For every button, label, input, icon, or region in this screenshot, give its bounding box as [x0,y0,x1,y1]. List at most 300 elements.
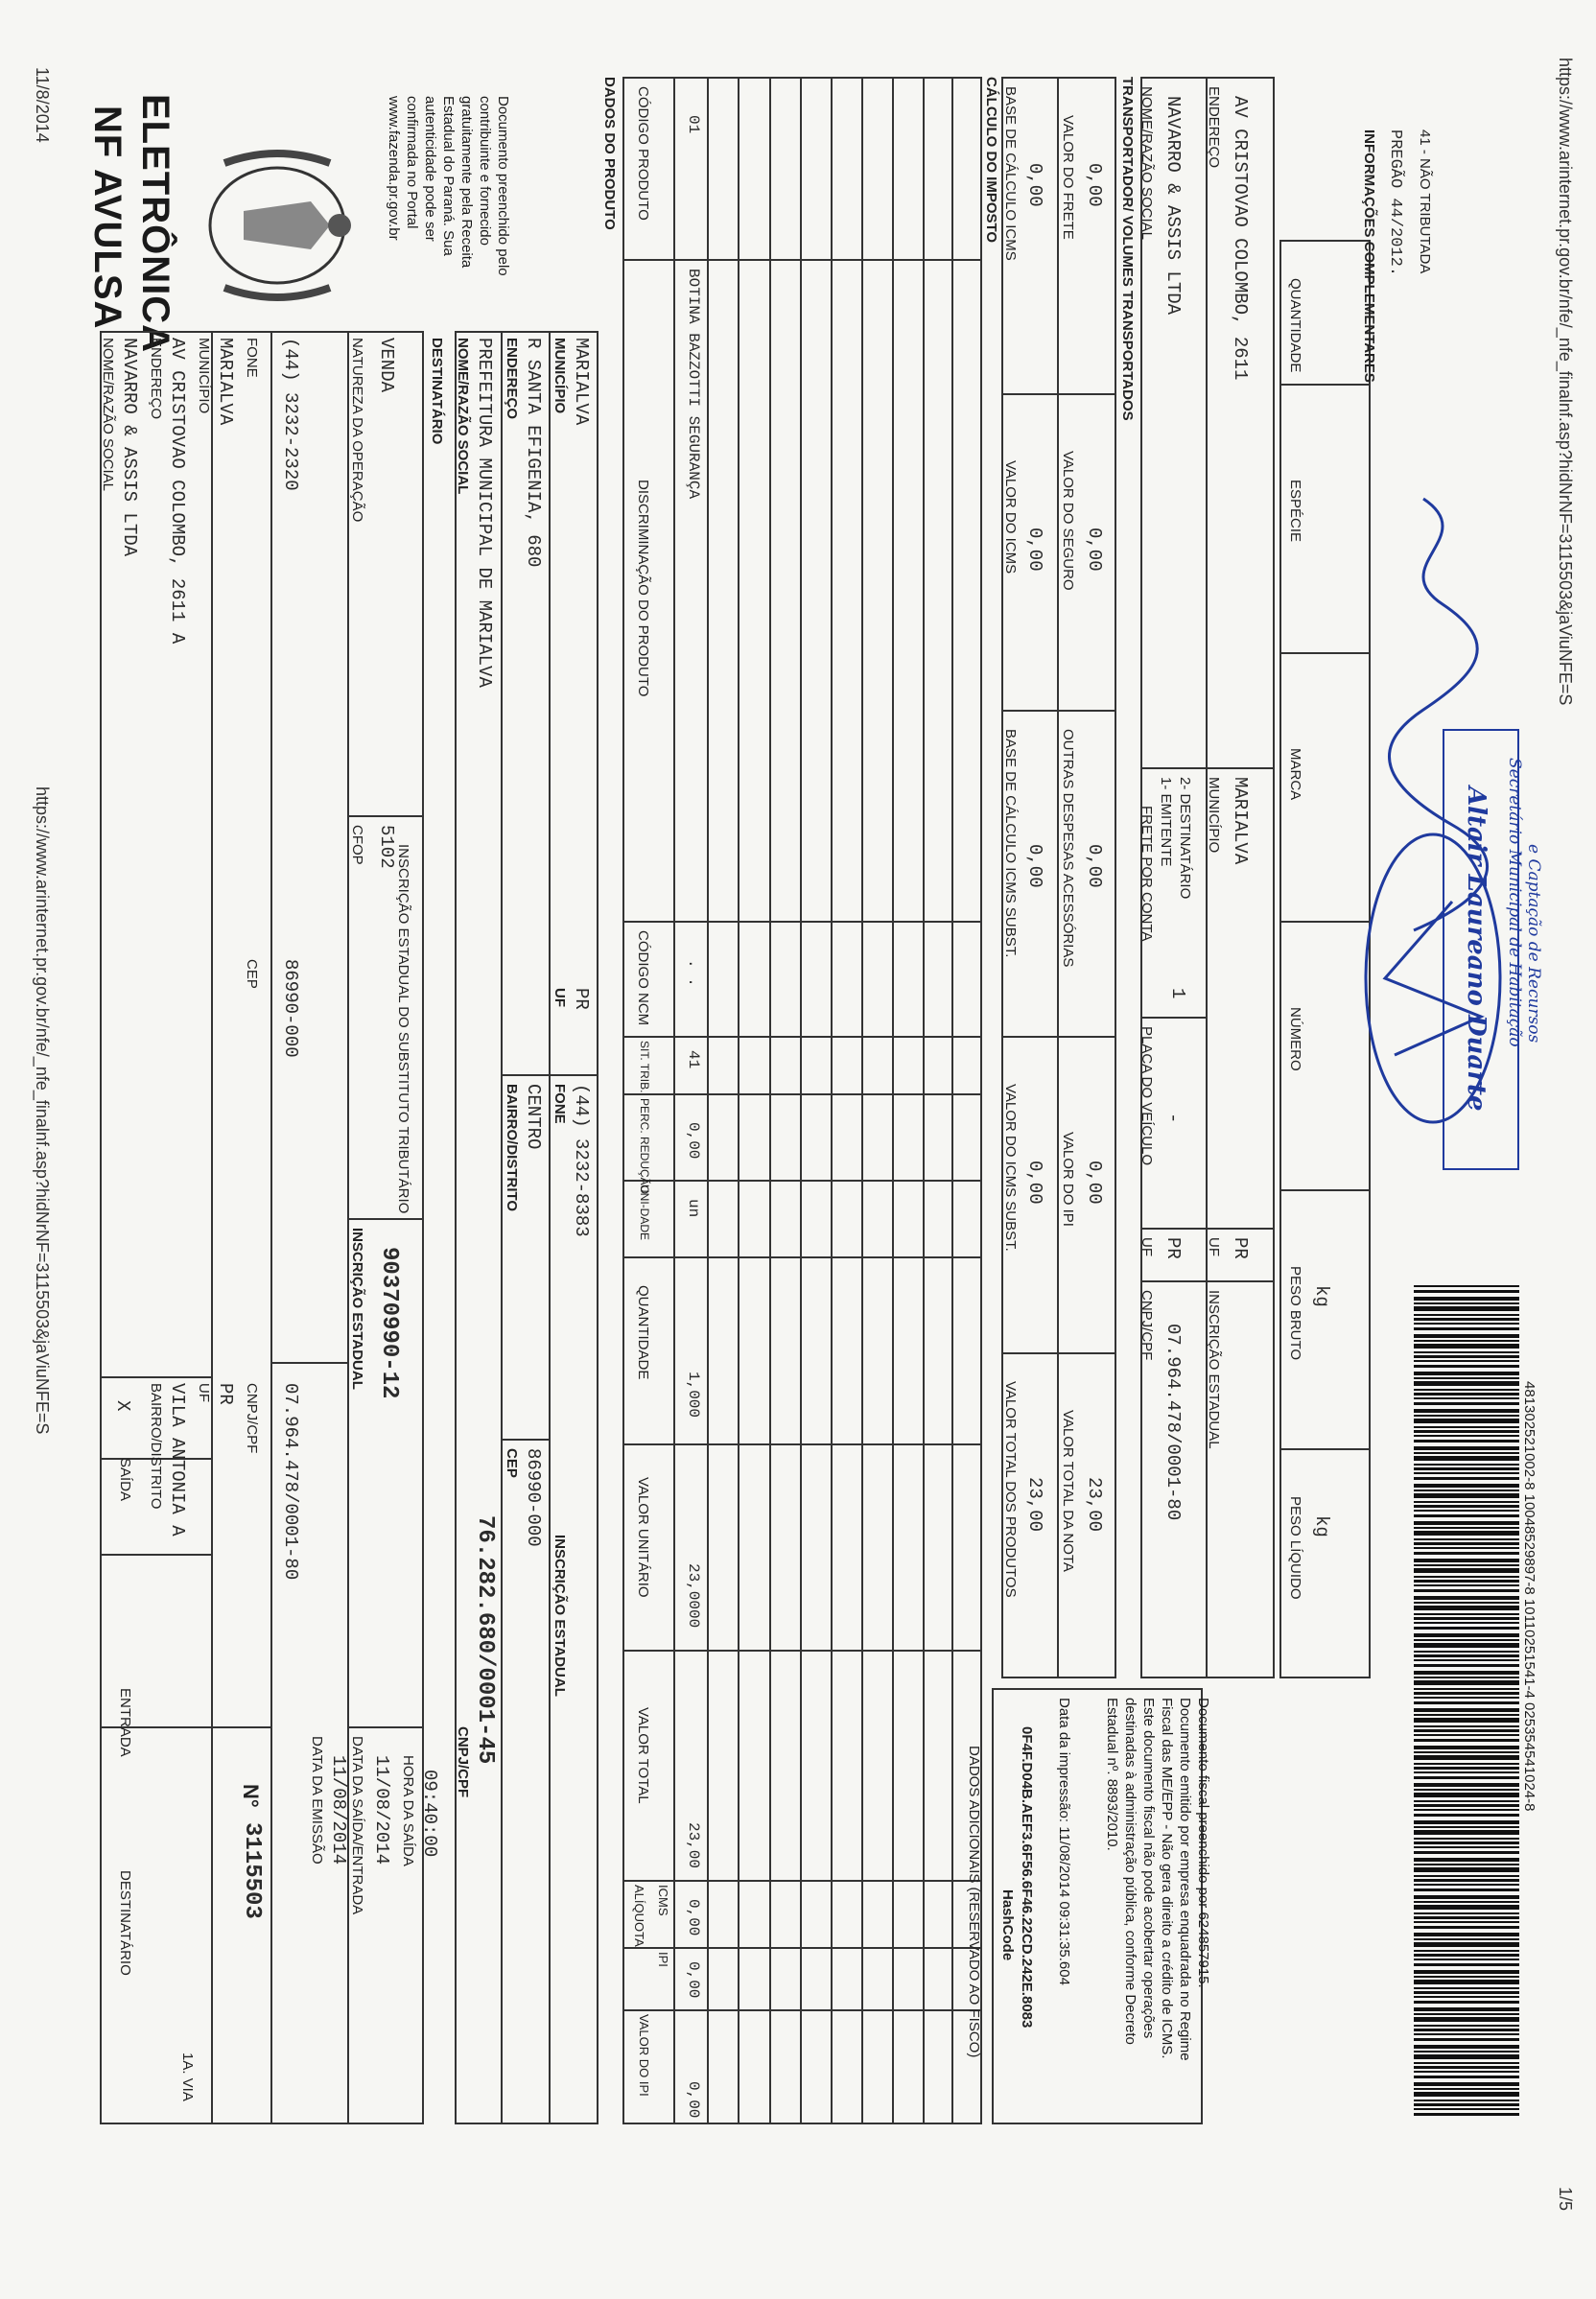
ie-value: 90370990-12 [376,1247,402,1399]
dest-uf: PR [571,988,592,1010]
valor-st-label: VALOR DO ICMS SUBST. [1002,1084,1019,1252]
dest-nome-label: NOME/RAZÃO SOCIAL [455,338,471,495]
barcode-bar [1414,1297,1519,1301]
col-icms-header: ICMS [656,1885,670,1916]
transp-endereco-label: ENDEREÇO [1206,86,1222,169]
col-sit-header: SIT. TRIB. [638,1041,651,1093]
valor-icms-label: VALOR DO ICMS [1002,460,1019,575]
emitente-uf-label: UF [196,1383,212,1402]
emitente-fone: (44) 3232-2320 [280,338,301,491]
barcode-bar [1414,1838,1519,1840]
barcode-bar [1414,1980,1519,1984]
barcode-bar [1414,1446,1519,1450]
produtos-table [622,77,982,2124]
barcode-bar [1414,1514,1519,1517]
barcode-bar [1414,1938,1519,1940]
emitente-cep-label: CEP [244,959,260,989]
barcode-bar [1414,1916,1519,1919]
barcode-bar [1414,1464,1519,1466]
barcode-bar [1414,2062,1519,2064]
ie-st-label: INSCRIÇÃO ESTADUAL DO SUBSTITUTO TRIBUTÁRIO [395,844,411,1214]
barcode-bar [1414,1564,1519,1566]
emitente-endereco-label: ENDEREÇO [148,338,164,420]
barcode [1414,1285,1519,2129]
frete-op2: 2- DESTINATÁRIO [1177,777,1193,900]
barcode-bar [1414,1613,1519,1615]
barcode-bar [1414,1290,1519,1293]
emitente-uf: PR [215,1383,236,1405]
dest-ie-label: INSCRIÇÃO ESTADUAL [552,1535,568,1697]
barcode-bar [1414,1783,1519,1787]
imposto-section-label: CÁLCULO DO IMPOSTO [983,77,999,244]
barcode-bar [1414,1725,1519,1727]
emitente-endereco: AV CRISTOVAO COLOMBO, 2611 A [167,338,188,645]
barcode-bar [1414,1430,1519,1433]
barcode-bar [1414,1767,1519,1770]
barcode-bar [1414,1568,1519,1573]
barcode-bar [1414,1435,1519,1437]
valor-st: 0,00 [1024,1161,1045,1205]
dest-bairro: CENTRO [523,1084,544,1150]
barcode-bar [1414,1809,1519,1811]
col-unidade-header: UNI-DADE [638,1185,651,1241]
barcode-bar [1414,1858,1519,1862]
complementares-line2: 41 - NÃO TRIBUTADA [1417,129,1433,274]
barcode-bar [1414,1531,1519,1536]
placa: - [1162,1113,1184,1124]
barcode-bar [1414,1633,1519,1637]
barcode-text: 481302521002-8 10048529897-8 10110251541-4 025354541024-8 [1521,1381,1537,1812]
barcode-bar [1414,1875,1519,1877]
barcode-bar [1414,1718,1519,1723]
barcode-bar [1414,1306,1519,1311]
barcode-bar [1414,2038,1519,2041]
item-descricao: BOTINA BAZZOTTI SEGURANÇA [685,269,702,500]
barcode-bar [1414,1381,1519,1386]
natureza: VENDA [376,338,397,393]
dest-fone-label: FONE [552,1084,568,1124]
barcode-bar [1414,1697,1519,1699]
barcode-bar [1414,1323,1519,1325]
page-number: 1/5 [1556,2187,1575,2212]
transp-cnpj-label: CNPJ/CPF [1138,1290,1155,1361]
barcode-bar [1414,1472,1519,1474]
transp-municipio: MARIALVA [1230,777,1251,865]
peso-bruto: kg [1311,1285,1332,1307]
barcode-bar [1414,2092,1519,2097]
barcode-bar [1414,1970,1519,1974]
barcode-bar [1414,1950,1519,1952]
total-nota: 23,00 [1084,1477,1105,1533]
nf-number: 3115503 [239,1822,265,1919]
barcode-bar [1414,1340,1519,1342]
barcode-bar [1414,1830,1519,1835]
barcode-bar [1414,1477,1519,1480]
emitente-municipio: MARIALVA [215,338,236,426]
item-valor-ipi: 0,00 [685,2081,702,2119]
barcode-bar [1414,1602,1519,1604]
numero-label: NÚMERO [1287,1007,1303,1071]
barcode-bar [1414,1639,1519,1641]
entrada-label: ENTRADA [117,1688,133,1757]
barcode-bar [1414,2100,1519,2101]
barcode-bar [1414,1302,1519,1304]
stamp-line1: Secretário Municipal de Habitação [1505,758,1524,1047]
title-nf-avulsa: NF AVULSA [86,106,129,330]
print-date: 11/8/2014 [33,67,52,143]
barcode-bar [1414,2001,1519,2004]
dest-uf-label: UF [552,988,568,1007]
barcode-bar [1414,1617,1519,1620]
barcode-bar [1414,1729,1519,1732]
col-ncm-header: CÓDIGO NCM [635,930,651,1026]
emitente-cnpj: 07.964.478/0001-80 [280,1383,301,1581]
col-descricao-header: DISCRIMINAÇÃO DO PRODUTO [635,480,651,697]
barcode-bar [1414,1884,1519,1886]
barcode-bar [1414,1895,1519,1899]
handwritten-signature-icon [1347,480,1538,1151]
col-perc-header: PERC. REDUÇÃO [638,1098,651,1195]
barcode-bar [1414,1905,1519,1910]
produtos-section-label: DADOS DO PRODUTO [601,77,618,230]
barcode-bar [1414,1377,1519,1379]
outras-label: OUTRAS DESPESAS ACESSÓRIAS [1060,729,1076,968]
barcode-bar [1414,1755,1519,1760]
placa-label: PLACA DO VEÍCULO [1138,1026,1155,1166]
barcode-bar [1414,1996,1519,1998]
item-icms: 0,00 [685,1899,702,1936]
base-icms-label: BASE DE CÁLCULO ICMS [1002,86,1019,261]
barcode-bar [1414,1954,1519,1957]
frete-conta-label: FRETE POR CONTA [1138,806,1155,942]
title-eletronica: ELETRÔNICA [134,94,176,353]
transp-uf2: PR [1230,1237,1251,1259]
barcode-bar [1414,1820,1519,1824]
col-valor-ipi-header: VALOR DO IPI [637,2014,651,2097]
col-quantidade-header: QUANTIDADE [635,1285,651,1380]
base-icms: 0,00 [1024,163,1045,207]
barcode-bar [1414,1452,1519,1454]
barcode-bar [1414,1677,1519,1678]
data-saida-label: DATA DA SAÍDA/ENTRADA [349,1736,365,1915]
ie-label: INSCRIÇÃO ESTADUAL [349,1228,365,1390]
natureza-label: NATUREZA DA OPERAÇÃO [349,338,365,523]
barcode-bar [1414,1734,1519,1736]
barcode-bar [1414,1589,1519,1592]
transp-cnpj: 07.964.478/0001-80 [1162,1324,1184,1521]
col-codigo-header: CÓDIGO PRODUTO [635,86,651,221]
barcode-bar [1414,1314,1519,1316]
barcode-bar [1414,1987,1519,1989]
barcode-bar [1414,1888,1519,1891]
barcode-bar [1414,1365,1519,1368]
hora-saida: 09:40:00 [419,1770,440,1858]
barcode-bar [1414,1643,1519,1648]
barcode-bar [1414,1671,1519,1675]
barcode-bar [1414,1372,1519,1375]
barcode-bar [1414,1318,1519,1321]
barcode-bar [1414,1584,1519,1586]
emitente-x-mark: X [112,1400,133,1412]
barcode-bar [1414,1776,1519,1779]
barcode-bar [1414,1415,1519,1417]
destinatario-check-label: DESTINATÁRIO [117,1870,133,1976]
barcode-bar [1414,1327,1519,1330]
barcode-bar [1414,1552,1519,1555]
peso-liquido: kg [1311,1515,1332,1537]
barcode-bar [1414,2017,1519,2022]
transp-uf2-label: UF [1206,1237,1222,1256]
frete-conta: 1 [1167,988,1188,999]
barcode-bar [1414,1542,1519,1545]
item-valor-total: 23,00 [685,1822,702,1869]
barcode-bar [1414,2054,1519,2059]
barcode-bar [1414,1456,1519,1461]
adicionais-notes: Documento fiscal preenchido por 624857915. Documento emitido por empresa enquadrada no Regime Fiscal das ME/EPP - Não gera direito a crédito de ICMS. Este documento fiscal não pode acobertar operações destinadas à administração pública, conforme Decreto Estadual nº. 8893/2010. [1104,1698,1211,2061]
item-unidade: un [685,1199,702,1218]
barcode-bar [1414,1493,1519,1498]
col-valor-unit-header: VALOR UNITÁRIO [635,1477,651,1598]
adicionais-section-label: DADOS ADICIONAIS (RESERVADO AO FISCO) [966,1746,982,2058]
total-produtos: 23,00 [1024,1477,1045,1533]
dest-fone: (44) 3232-8383 [571,1084,592,1237]
complementares-line1: PREGÃO 44/2012. [1386,129,1404,277]
complementares-label: INFORMAÇÕES COMPLEMENTARES [1361,129,1377,383]
barcode-bar [1414,2076,1519,2078]
barcode-bar [1414,1963,1519,1966]
barcode-bar [1414,1393,1519,1396]
dest-cep: 86990-000 [523,1448,544,1547]
barcode-bar [1414,1959,1519,1960]
peso-bruto-label: PESO BRUTO [1287,1266,1303,1361]
barcode-bar [1414,1397,1519,1399]
emitente-fone-label: FONE [244,338,260,378]
emitente-nome-label: NOME/RAZÃO SOCIAL [100,338,116,492]
hash-label: HashCode [999,1889,1016,1961]
barcode-bar [1414,1440,1519,1443]
barcode-bar [1414,1501,1519,1503]
barcode-bar [1414,1789,1519,1791]
barcode-bar [1414,1355,1519,1358]
barcode-bar [1414,1510,1519,1512]
barcode-bar [1414,1538,1519,1540]
barcode-bar [1414,2103,1519,2106]
dest-bairro-label: BAIRRO/DISTRITO [504,1084,520,1212]
barcode-bar [1414,1739,1519,1742]
barcode-bar [1414,1933,1519,1936]
barcode-bar [1414,1991,1519,1994]
transporte-section-label: TRANSPORTADOR/ VOLUMES TRANSPORTADOS [1119,77,1136,421]
barcode-bar [1414,1976,1519,1978]
barcode-bar [1414,1851,1519,1854]
barcode-bar [1414,1627,1519,1630]
barcode-bar [1414,1490,1519,1491]
stamp-line2: e Captação de Recursos [1524,844,1543,1044]
barcode-bar [1414,1708,1519,1712]
frete-op1: 1- EMITENTE [1158,777,1174,867]
barcode-bar [1414,1389,1519,1391]
col-aliquota-header: ALÍQUOTA [632,1885,646,1947]
dest-nome: PREFEITURA MUNICIPAL DE MARIALVA [474,338,495,688]
frete: 0,00 [1084,163,1105,207]
barcode-bar [1414,1285,1519,1287]
via-label: 1A. VIA [179,2053,196,2101]
dest-endereco-label: ENDEREÇO [504,338,520,420]
item-perc: 0,00 [685,1122,702,1160]
transp-nome-label: NOME/RAZÃO SOCIAL [1138,86,1155,241]
parana-coat-of-arms-icon [186,134,368,317]
barcode-bar [1414,1864,1519,1865]
barcode-bar [1414,1751,1519,1753]
especie-label: ESPÉCIE [1287,480,1303,543]
barcode-bar [1414,2029,1519,2031]
barcode-bar [1414,1879,1519,1882]
barcode-bar [1414,1826,1519,1828]
barcode-bar [1414,1692,1519,1695]
barcode-bar [1414,2025,1519,2027]
data-emissao-label: DATA DA EMISSÃO [309,1736,325,1865]
barcode-bar [1414,1814,1519,1817]
destinatario-section-label: DESTINATÁRIO [429,338,445,445]
barcode-bar [1414,1505,1519,1508]
transp-municipio-label: MUNICÍPIO [1206,777,1222,854]
hora-saida-label: HORA DA SAÍDA [400,1755,416,1866]
barcode-bar [1414,1793,1519,1797]
barcode-bar [1414,1622,1519,1624]
peso-liquido-label: PESO LÍQUIDO [1287,1496,1303,1600]
barcode-bar [1414,1596,1519,1600]
outras: 0,00 [1084,844,1105,888]
barcode-bar [1414,1688,1519,1690]
saida-label: SAÍDA [117,1458,133,1502]
item-sit: 41 [685,1050,702,1069]
barcode-bar [1414,1763,1519,1765]
barcode-bar [1414,1867,1519,1872]
emitente-bairro: VILA ANTONIA A [167,1383,188,1537]
barcode-bar [1414,2007,1519,2011]
data-impressao: Data da impressão: 11/08/2014 09:31:35.604 [1056,1698,1072,1985]
barcode-bar [1414,1576,1519,1578]
nf-number-label: N° [239,1784,263,1808]
barcode-bar [1414,1334,1519,1338]
seguro-label: VALOR DO SEGURO [1060,451,1076,591]
transp-ie-label: INSCRIÇÃO ESTADUAL [1206,1290,1222,1449]
barcode-bar [1414,1921,1519,1923]
barcode-bar [1414,2013,1519,2015]
quantidade-label: QUANTIDADE [1287,278,1303,373]
base-st-label: BASE DE CÁLCULO ICMS SUBST. [1002,729,1019,958]
barcode-bar [1414,1714,1519,1716]
barcode-bar [1414,1746,1519,1749]
barcode-bar [1414,2082,1519,2086]
emitente-municipio-label: MUNICÍPIO [196,338,212,414]
transp-uf-label: UF [1138,1237,1155,1256]
barcode-bar [1414,2051,1519,2053]
barcode-bar [1414,1419,1519,1423]
valor-ipi-label: VALOR DO IPI [1060,1132,1076,1227]
barcode-bar [1414,1580,1519,1583]
total-nota-label: VALOR TOTAL DA NOTA [1060,1410,1076,1572]
barcode-bar [1414,2108,1519,2110]
data-emissao: 11/08/2014 [328,1755,349,1865]
barcode-bar [1414,1521,1519,1525]
emitente-cep: 86990-000 [280,959,301,1058]
barcode-bar [1414,1651,1519,1653]
barcode-bar [1414,1912,1519,1914]
barcode-bar [1414,1926,1519,1929]
dest-cep-label: CEP [504,1448,520,1478]
barcode-bar [1414,1701,1519,1704]
barcode-bar [1414,1846,1519,1848]
stamp-name: Altair Laureano Duarte [1462,786,1490,1112]
barcode-bar [1414,1842,1519,1844]
barcode-bar [1414,2033,1519,2035]
emitente-nome: NAVARRO & ASSIS LTDA [119,338,140,557]
marca-label: MARCA [1287,748,1303,801]
barcode-bar [1414,1559,1519,1562]
barcode-bar [1414,1800,1519,1802]
col-ipi-header: IPI [656,1952,670,1967]
valor-icms: 0,00 [1024,528,1045,572]
item-quantidade: 1,000 [685,1372,702,1419]
data-saida: 11/08/2014 [371,1755,392,1865]
transp-nome: NAVARRO & ASSIS LTDA [1162,96,1184,316]
barcode-bar [1414,1901,1519,1903]
barcode-bar [1414,1409,1519,1413]
item-ipi: 0,00 [685,1961,702,1999]
barcode-bar [1414,2071,1519,2073]
barcode-bar [1414,1659,1519,1661]
print-url-bottom: https://www.arinternet.pr.gov.br/nfe/_nfe_finalnf.asp?hidNrNF=3115503&jaViuNFE=S [1556,58,1575,706]
emitente-cnpj-label: CNPJ/CPF [244,1383,260,1454]
barcode-bar [1414,2113,1519,2116]
dest-cnpj: 76.282.680/0001-45 [472,1515,498,1765]
barcode-bar [1414,1344,1519,1349]
total-produtos-label: VALOR TOTAL DOS PRODUTOS [1002,1381,1019,1598]
item-codigo: 01 [685,115,702,134]
barcode-bar [1414,1467,1519,1470]
barcode-bar [1414,1664,1519,1667]
valor-ipi: 0,00 [1084,1161,1105,1205]
barcode-bar [1414,1402,1519,1405]
item-ncm: . . [685,959,702,987]
barcode-bar [1414,1360,1519,1362]
cfop-label: CFOP [349,825,365,865]
barcode-bar [1414,1351,1519,1353]
dest-endereco: R SANTA EFIGENIA, 680 [523,338,544,568]
dest-municipio-label: MUNICÍPIO [552,338,568,414]
barcode-bar [1414,1654,1519,1657]
emitente-bairro-label: BAIRRO/DISTRITO [148,1383,164,1510]
barcode-bar [1414,1547,1519,1549]
barcode-bar [1414,1606,1519,1610]
barcode-bar [1414,1804,1519,1807]
portal-note: Documento preenchido pelo contribuinte e fornecido gratuitamente pela Receita Estadual do Paraná. Sua autenticidade pode ser confirmada no Portal www.fazenda.pr.gov.br [386,96,511,276]
col-valor-total-header: VALOR TOTAL [635,1707,651,1804]
hash-value: 0F4F.D04B.AEF3.6F56.6F46.22CD.242E.8083 [1019,1726,1035,2029]
cfop: 5102 [376,825,397,869]
print-url-top: https://www.arinternet.pr.gov.br/nfe/_nfe_finalnf.asp?hidNrNF=3115503&jaViuNFE=S [33,786,52,1435]
barcode-bar [1414,1527,1519,1529]
barcode-bar [1414,1942,1519,1947]
barcode-bar [1414,2088,1519,2090]
frete-label: VALOR DO FRETE [1060,115,1076,240]
dest-municipio: MARIALVA [571,338,592,426]
dest-cnpj-label: CNPJ/CPF [455,1726,471,1798]
transp-uf: PR [1162,1237,1184,1259]
barcode-bar [1414,1680,1519,1685]
seguro: 0,00 [1084,528,1105,572]
